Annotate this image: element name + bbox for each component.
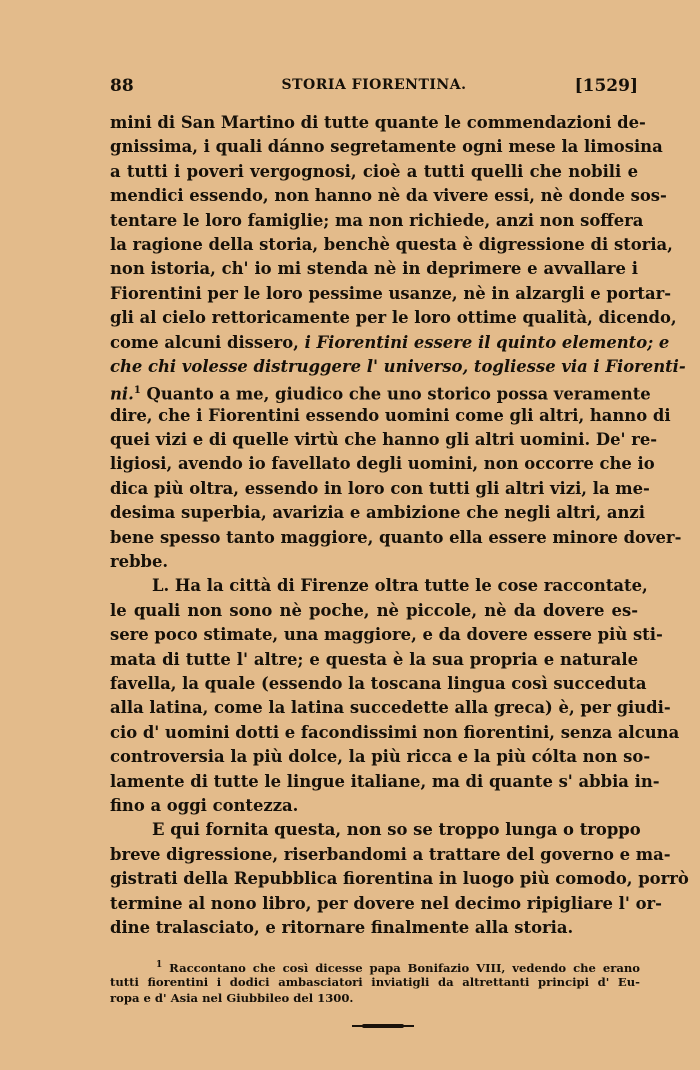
running-title: STORIA FIORENTINA. (281, 77, 467, 93)
text-line: mini di San Martino di tutte quante le commendazioni de- (110, 113, 646, 132)
text-line: a tutti i poveri vergognosi, cioè a tutti quelli che nobili e (110, 161, 638, 181)
text-line: mata di tutte l' altre; e questa è la sua propria e naturale (110, 649, 638, 669)
footnote-line: ropa e d' Asia nel Giubbileo del 1300. (110, 991, 354, 1005)
text-line: bene spesso tanto maggiore, quanto ella essere minore dover- (110, 527, 682, 547)
text-line: L. Ha la città di Firenze oltra tutte le cose raccontate, (152, 576, 648, 596)
text-line: quei vizi e di quelle virtù che hanno gli altri uomini. De' re- (110, 430, 658, 450)
footnote-ref: 1 (133, 385, 141, 397)
text-segment: come alcuni dissero, (110, 332, 299, 352)
text-line: favella, la quale (essendo la toscana lingua così succeduta (110, 673, 647, 693)
italic-quote: ni. (110, 384, 134, 404)
text-line: fino a oggi contezza. (110, 795, 299, 815)
text-segment: Quanto a me, giudico che uno storico possa veramente (146, 384, 651, 404)
text-line: la ragione della storia, benchè questa è digressione di storia, (110, 234, 673, 254)
main-text (110, 111, 689, 940)
text-line: breve digressione, riserbandomi a trattare del governo e ma- (110, 844, 671, 864)
text-line: dica più oltra, essendo in loro con tutti gli altri vizi, la me- (110, 478, 650, 498)
text-line: lamente di tutte le lingue italiane, ma di quante s' abbia in- (110, 771, 660, 791)
end-ornament (362, 1024, 404, 1028)
text-line: cio d' uomini dotti e facondissimi non fiorentini, senza alcuna (110, 722, 680, 742)
text-line: dire, che i Fiorentini essendo uomini come gli altri, hanno di (110, 405, 671, 425)
text-line: le quali non sono nè poche, nè piccole, nè da dovere es- (110, 600, 638, 620)
italic-quote: che chi volesse distruggere l' universo, togliesse via i Fiorenti- (110, 356, 686, 376)
italic-quote: i Fiorentini essere il quinto elemento; e (304, 332, 670, 352)
text-line (110, 355, 686, 379)
text-line: gli al cielo rettoricamente per le loro ottime qualità, dicendo, (110, 308, 677, 328)
text-line: termine al nono libro, per dovere nel decimo ripigliare l' or- (110, 893, 662, 913)
text-line: tentare le loro famiglie; ma non richiede, anzi non soffera (110, 210, 644, 230)
text-line: gnissima, i quali dánno segretamente ogni mese la limosina (110, 137, 663, 157)
text-line: E qui fornita questa, non so se troppo lunga o troppo (152, 820, 641, 840)
footnote (110, 957, 640, 1007)
text-line: desima superbia, avarizia e ambizione che negli altri, anzi (110, 503, 645, 523)
page-number: 88 (110, 76, 134, 96)
running-header (110, 76, 638, 102)
text-line: rebbe. (110, 552, 169, 572)
footnote-line (110, 957, 640, 974)
text-line: alla latina, come la latina succedette alla greca) è, per giudi- (110, 698, 671, 718)
text-line: controversia la più dolce, la più ricca e la più cólta non so- (110, 747, 651, 767)
year-label: [1529] (574, 76, 638, 96)
footnote-marker: 1 (156, 960, 163, 970)
footnote-line: tutti fiorentini i dodici ambasciatori inviatigli da altrettanti principi d' Eu- (110, 974, 640, 989)
text-line: gistrati della Repubblica fiorentina in luogo più comodo, porrò (110, 869, 689, 889)
text-line: Fiorentini per le loro pessime usanze, nè in alzargli e portar- (110, 283, 672, 303)
text-segment: Raccontano che così dicesse papa Bonifazio VIII, vedendo che erano (169, 960, 640, 975)
text-line (110, 331, 670, 355)
text-line (110, 379, 651, 404)
text-line: non istoria, ch' io mi stenda nè in deprimere e avvallare i (110, 259, 638, 279)
text-line: mendici essendo, non hanno nè da vivere essi, nè donde sos- (110, 186, 667, 206)
text-line: dine tralasciato, e ritornare finalmente alla storia. (110, 917, 574, 937)
text-line: ligiosi, avendo io favellato degli uomini, non occorre che io (110, 454, 655, 474)
text-line: sere poco stimate, una maggiore, e da dovere essere più sti- (110, 625, 663, 645)
